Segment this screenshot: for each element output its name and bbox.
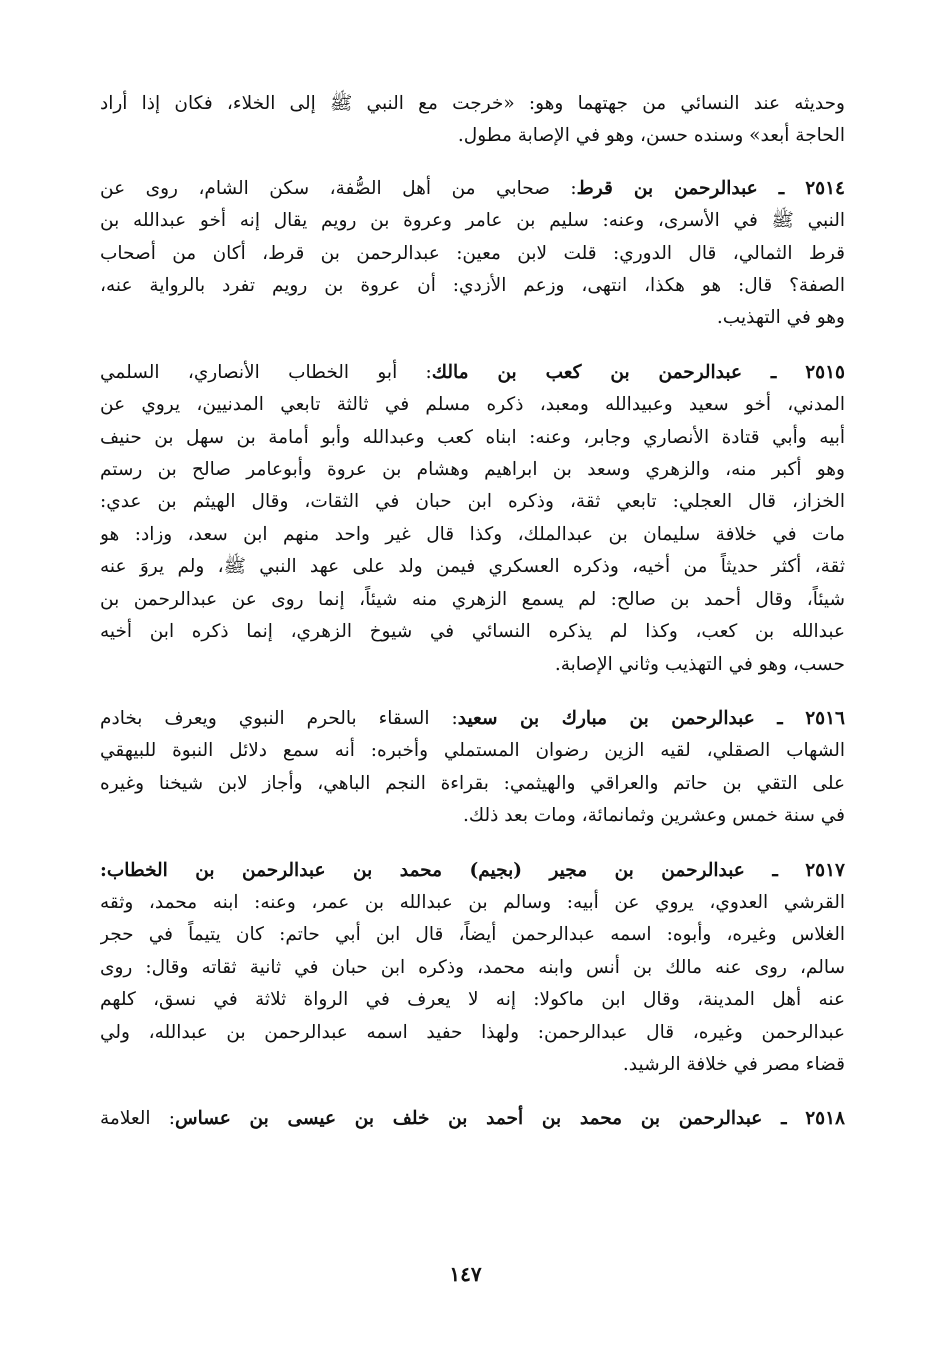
text-line: حسب، وهو في التهذيب وثاني الإصابة. — [554, 653, 845, 675]
entry-heading-line — [100, 357, 845, 389]
entry-number: ٢٥١٨ — [805, 1108, 845, 1130]
entry-2516 — [100, 703, 845, 833]
entry-dash: ـ — [742, 361, 806, 383]
text-line: القرشي العدوي، يروي عن أبيه: وسالم بن عبدالله بن عمر، وعنه: ابنه محمد، وثقه — [100, 891, 845, 913]
entry-heading-rest: : — [100, 859, 107, 881]
text-line: ثقة، أكثر حديثاً من أخيه، وذكره العسكري فيمن ولد على عهد النبي ﷺ، ولم يروَ عنه — [100, 556, 845, 578]
text-line: قضاء مصر في خلافة الرشيد. — [622, 1053, 845, 1075]
page-number: ١٤٧ — [449, 1262, 482, 1286]
entry-heading-line — [100, 703, 845, 735]
entry-heading-line — [100, 173, 845, 205]
text-line: شيئاً، وقال أحمد بن صالح: لم يسمع الزهري منه شيئاً، إنما روى عن عبدالرحمن بن — [100, 588, 845, 610]
entry-heading-rest: : السقاء بالحرم النبوي ويعرف بخادم — [100, 707, 458, 729]
entry-number: ٢٥١٤ — [805, 177, 845, 199]
entry-dash: ـ — [744, 859, 806, 881]
text-line: الحاجة أبعد» وسنده حسن، وهو في الإصابة مطول. — [457, 125, 845, 147]
entry-name: عبدالرحمن بن محمد بن أحمد بن خلف بن عيسى بن عساس — [174, 1108, 763, 1130]
text-line: عبدالله بن كعب، وكذا لم يذكره النسائي في شيوخ الزهري، إنما ذكره ابن أخيه — [100, 621, 845, 643]
text-line: وحديثه عند النسائي من جهتهما وهو: «خرجت مع النبي ﷺ إلى الخلاء، فكان إذا أراد — [100, 93, 845, 114]
entry-heading-line — [100, 855, 845, 887]
text-line: عبدالرحمن وغيره، قال عبدالرحمن: ولهذا حفيد اسمه عبدالرحمن بن عبدالله، ولي — [100, 1021, 845, 1043]
text-line: النبي ﷺ في الأسرى، وعنه: سليم بن عامر وعروة بن رويم يقال إنه أخو عبدالله بن — [100, 210, 845, 232]
text-line: الصفة؟ قال: هو هكذا، انتهى، وزعم الأزدي: أن عروة بن رويم تفرد بالرواية عنه، — [100, 275, 845, 297]
entry-name: عبدالرحمن بن مجير (بجيم) محمد بن عبدالرحمن بن الخطاب — [106, 859, 745, 881]
text-line: الشهاب الصقلي، لقيه الزين رضوان المستملي وأخبره: أنه سمع دلائل النبوة للبيهقي — [100, 740, 845, 762]
entry-heading-rest: : صحابي من أهل الصُّفة، سكن الشام، روى عن — [100, 177, 577, 199]
text-line: عنه أهل المدينة، وقال ابن ماكولا: إنه لا يعرف في الرواة ثلاثة في نسق، كلهم — [100, 989, 845, 1011]
text-line: سالم، روى عنه مالك بن أنس وابنه محمد، وذكره ابن حبان في ثانية ثقاته وقال: روى — [100, 956, 845, 978]
entry-2518 — [100, 1103, 845, 1135]
entry-number: ٢٥١٧ — [805, 859, 845, 881]
text-line: مات في خلافة سليمان بن عبدالملك، وكذا قال غير واحد منهم ابن سعد، وزاد: هو — [100, 523, 845, 545]
entry-heading-rest: : أبو الخطاب الأنصاري، السلمي — [100, 361, 432, 383]
text-line: على التقي بن حاتم والعراقي والهيثمي: بقراءة النجم الباهي، وأجاز لابن شيخنا وغيره — [100, 772, 845, 794]
entry-heading-rest: : العلامة — [100, 1108, 175, 1130]
entry-2515 — [100, 357, 845, 681]
text-line: في سنة خمس وعشرين وثمانمائة، ومات بعد ذلك. — [462, 805, 845, 827]
entry-2514 — [100, 173, 845, 335]
page-body — [100, 88, 845, 1158]
text-line: الخزاز، قال العجلي: تابعي ثقة، وذكره ابن حبان في الثقات، وقال الهيثم بن عدي: — [100, 491, 845, 513]
entry-dash: ـ — [762, 1108, 806, 1130]
entry-name: عبدالرحمن بن مبارك بن سعيد — [457, 707, 755, 729]
entry-number: ٢٥١٥ — [805, 361, 845, 383]
entry-heading-line — [100, 1103, 845, 1135]
text-line: وهو أكبر منه، والزهري وسعد بن ابراهيم وهشام بن عروة وأبوعامر صالح بن رستم — [100, 459, 845, 481]
entry-dash: ـ — [754, 707, 806, 729]
text-line: أبيه وأبي قتادة الأنصاري وجابر، وعنه: ابناه كعب وعبدالله وأبو أمامة بن سهل بن حنيف — [100, 426, 845, 448]
intro-paragraph — [100, 88, 845, 153]
text-line: الغلاس وغيره، وأبوه: اسمه عبدالرحمن أيضاً، قال ابن أبي حاتم: كان يتيماً في حجر — [100, 924, 845, 946]
text-line: المدني، أخو سعيد وعبيدالله ومعبد، ذكره مسلم في ثالثة تابعي المدنيين، يروي عن — [100, 394, 845, 416]
text-line: قرط الثمالي، قال الدوري: قلت لابن معين: عبدالرحمن بن قرط، أكان من أصحاب — [100, 242, 845, 264]
entry-dash: ـ — [757, 177, 806, 199]
entry-number: ٢٥١٦ — [805, 707, 845, 729]
entry-name: عبدالرحمن بن كعب بن مالك — [431, 361, 743, 383]
text-line: وهو في التهذيب. — [716, 307, 845, 329]
entry-name: عبدالرحمن بن قرط — [576, 177, 758, 199]
entry-2517 — [100, 855, 845, 1082]
